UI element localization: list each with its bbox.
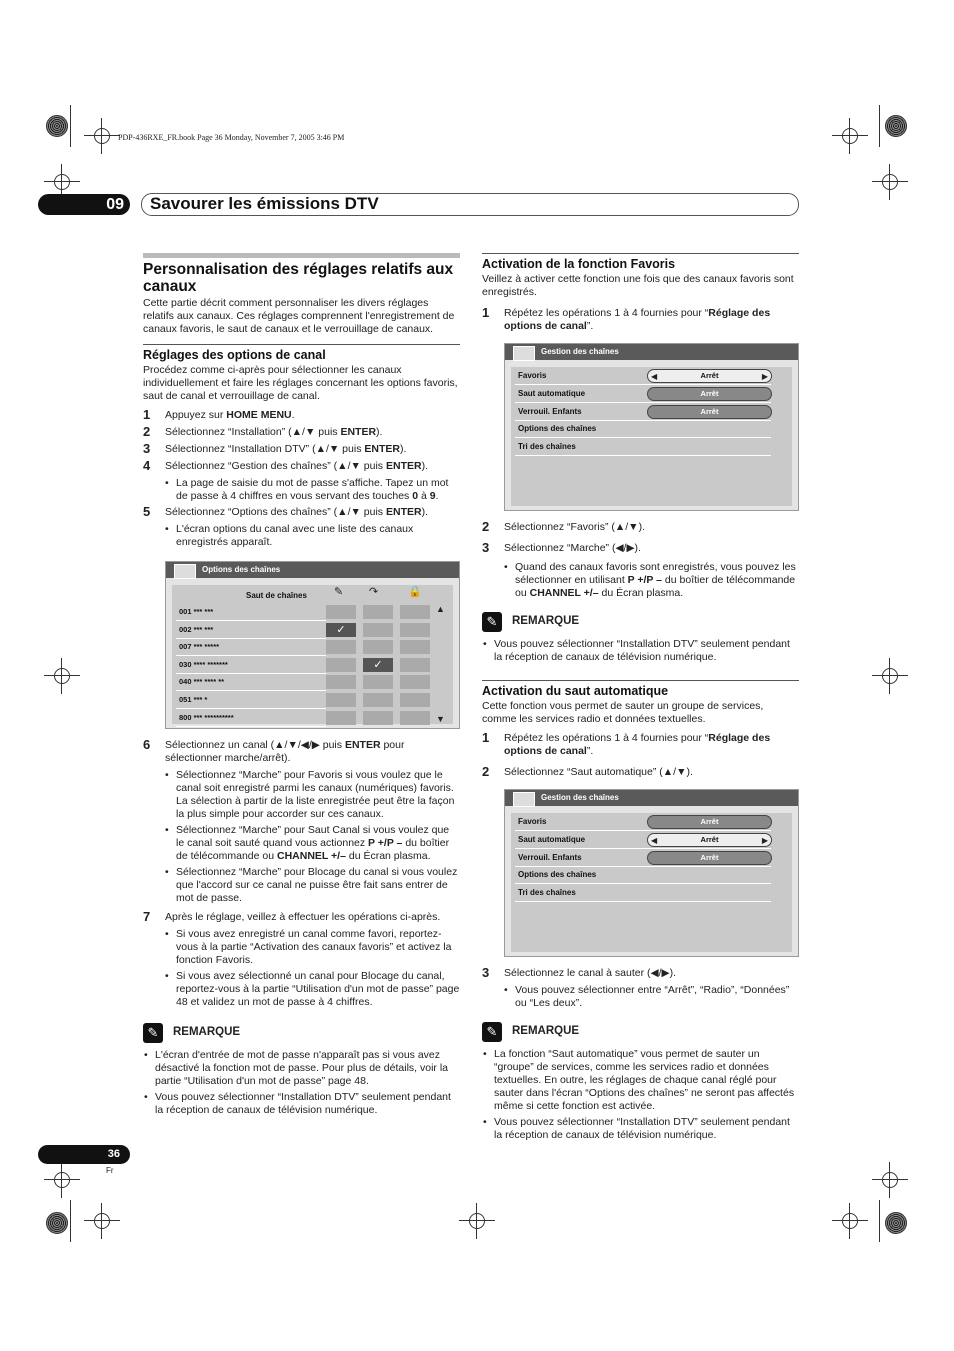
- channel-row[interactable]: 800 *** **********: [176, 709, 326, 727]
- note-label: REMARQUE: [173, 1026, 241, 1038]
- auto-skip-value[interactable]: ◀ Arrêt ▶: [647, 833, 772, 847]
- menu-row-favorites[interactable]: Favoris: [515, 367, 771, 385]
- screen-title: Gestion des chaînes: [541, 347, 619, 356]
- registration-mark: [872, 164, 908, 200]
- pencil-icon: ✎: [143, 1023, 163, 1043]
- menu-row-channel-options[interactable]: Options des chaînes: [515, 866, 771, 884]
- target-disc: [46, 1212, 68, 1234]
- subsection-title: Réglages des options de canal: [143, 344, 460, 362]
- fav-cell[interactable]: [326, 693, 356, 707]
- fav-step-1: 1 Répétez les opérations 1 à 4 fournies pour “Réglage des options de canal”.: [482, 305, 771, 332]
- fav-step-3: 3 Sélectionnez “Marche” (◀/▶).: [482, 540, 641, 555]
- favorite-icon: ✎: [334, 586, 344, 598]
- step-6-bullet: • Sélectionnez “Marche” pour Blocage du canal si vous voulez que l'accord sur ce canal ne puisse être fait sans entrer de mot de passe.: [143, 866, 460, 905]
- menu-row-auto-skip[interactable]: Saut automatique: [515, 385, 771, 403]
- target-disc: [46, 115, 68, 137]
- registration-mark: [832, 1203, 868, 1239]
- note-item: • L'écran d'entrée de mot de passe n'apparaît pas si vous avez désactivé la fonction mot de passe. Pour plus de détails, voir la partie “Utilisation d'un mot de passe” page 48.: [143, 1049, 460, 1088]
- right-arrow-icon[interactable]: ▶: [761, 372, 768, 381]
- chapter-number: 09: [106, 196, 124, 213]
- channel-row[interactable]: 030 **** *******: [176, 656, 326, 674]
- right-arrow-icon[interactable]: ▶: [761, 836, 768, 845]
- note-header: [482, 612, 799, 634]
- target-disc: [885, 115, 907, 137]
- favorites-intro: Veillez à activer cette fonction une fois que des canaux favoris sont enregistrés.: [482, 273, 794, 298]
- channel-row[interactable]: 001 *** ***: [176, 603, 326, 621]
- skip-cell[interactable]: [363, 711, 393, 725]
- step-6-bullet: • Sélectionnez “Marche” pour Favoris si vous voulez que le canal soit enregistré parmi les canaux (numériques) favoris. La sélection à partir de la liste enregistrée peut être la façon la plus simple pour accorder sur ces canaux.: [143, 769, 460, 821]
- lock-cell[interactable]: [400, 658, 430, 672]
- lock-cell[interactable]: [400, 623, 430, 637]
- step-7-bullet: • Si vous avez enregistré un canal comme favori, reportez-vous à la partie “Activation des canaux favoris” et activez la fonction Favoris.: [143, 928, 460, 967]
- screen-title: Options des chaînes: [202, 565, 281, 574]
- crop-mark: [879, 105, 880, 147]
- registration-mark: [84, 118, 120, 154]
- fav-cell[interactable]: [326, 658, 356, 672]
- pencil-icon: ✎: [482, 1022, 502, 1042]
- menu-book-icon: [513, 346, 535, 361]
- step-7-bullet: • Si vous avez sélectionné un canal pour Blocage du canal, reportez-vous à la partie “Utilisation d'un mot de passe” page 48 et validez un mot de passe à 4 chiffres.: [143, 970, 460, 1009]
- menu-row-channel-options[interactable]: Options des chaînes: [515, 420, 771, 438]
- step-4: 4 Sélectionnez “Gestion des chaînes” (▲/▼ puis ENTER).: [143, 458, 428, 473]
- chapter-title-bar: [141, 193, 799, 216]
- fav-cell[interactable]: [326, 605, 356, 619]
- auto-skip-intro: Cette fonction vous permet de sauter un groupe de services, comme les services radio et données textuelles.: [482, 700, 764, 725]
- screen-title-bar: [166, 562, 459, 578]
- registration-mark: [44, 658, 80, 694]
- favorites-value[interactable]: ◀ Arrêt ▶: [647, 369, 772, 383]
- lock-cell[interactable]: [400, 640, 430, 654]
- fav-cell[interactable]: [326, 640, 356, 654]
- channel-row[interactable]: 040 *** **** **: [176, 673, 326, 691]
- step-7: 7 Après le réglage, veillez à effectuer les opérations ci-après.: [143, 909, 441, 924]
- skip-cell[interactable]: [363, 675, 393, 689]
- note-item: • Vous pouvez sélectionner “Installation DTV” seulement pendant la réception de canaux de télévision numérique.: [482, 638, 799, 664]
- note-label: REMARQUE: [512, 615, 580, 627]
- favorites-value[interactable]: Arrêt: [647, 815, 772, 829]
- auto-skip-value[interactable]: Arrêt: [647, 387, 772, 401]
- step-5: 5 Sélectionnez “Options des chaînes” (▲/▼ puis ENTER).: [143, 504, 428, 519]
- channel-row[interactable]: 007 *** *****: [176, 638, 326, 656]
- lock-cell[interactable]: [400, 693, 430, 707]
- menu-row-auto-skip[interactable]: Saut automatique: [515, 831, 771, 849]
- skip-cell[interactable]: [363, 693, 393, 707]
- skip-cell[interactable]: [363, 640, 393, 654]
- channel-management-screen-2: [504, 789, 799, 957]
- note-label: REMARQUE: [512, 1025, 580, 1037]
- lock-icon: 🔒: [408, 586, 422, 598]
- note-item: • La fonction “Saut automatique” vous permet de sauter un “groupe” de services, comme les services radio et données textuelles. En outre, les réglages de chaque canal réglé pour sauter dans l'écran “Options des chaînes” ne seront pas affectés même si cette fonction est activée.: [482, 1048, 799, 1113]
- screen-body: [172, 585, 453, 724]
- registration-mark: [832, 118, 868, 154]
- target-disc: [885, 1212, 907, 1234]
- page-number: 36: [107, 1148, 120, 1160]
- section-title: Personnalisation des réglages relatifs aux canaux: [143, 253, 460, 295]
- file-header: PDP-436RXE_FR.book Page 36 Monday, November 7, 2005 3:46 PM: [118, 133, 345, 142]
- skip-cell[interactable]: [363, 623, 393, 637]
- subsection-intro: Procédez comme ci-après pour sélectionner les canaux individuellement et faire les réglages concernant les options favoris, saut de canal et verrouillage de canal.: [143, 364, 458, 402]
- chapter-title: Savourer les émissions DTV: [150, 194, 379, 213]
- screen-title-bar: [505, 790, 798, 806]
- registration-mark: [872, 658, 908, 694]
- menu-book-icon: [174, 564, 196, 579]
- screen-body: [511, 367, 792, 506]
- registration-mark: [44, 1162, 80, 1198]
- menu-row-parental-lock[interactable]: Verrouil. Enfants: [515, 849, 771, 867]
- step-3: 3 Sélectionnez “Installation DTV” (▲/▼ puis ENTER).: [143, 441, 407, 456]
- crop-mark: [70, 1200, 71, 1242]
- skip-step-2: 2 Sélectionnez “Saut automatique” (▲/▼).: [482, 764, 693, 779]
- parental-lock-value[interactable]: Arrêt: [647, 405, 772, 419]
- left-arrow-icon[interactable]: ◀: [651, 836, 658, 845]
- page-number-badge: [38, 1145, 130, 1164]
- scroll-down-icon: ▼: [436, 714, 445, 724]
- skip-icon: ↷: [369, 586, 379, 598]
- lock-cell[interactable]: [400, 605, 430, 619]
- lock-cell[interactable]: [400, 675, 430, 689]
- menu-row-channel-sort[interactable]: Tri des chaînes: [515, 438, 771, 456]
- fav-step-2: 2 Sélectionnez “Favoris” (▲/▼).: [482, 519, 645, 534]
- note-header: [143, 1023, 460, 1045]
- step-5-bullet: • L'écran options du canal avec une liste des canaux enregistrés apparaît.: [143, 523, 460, 549]
- menu-row-parental-lock[interactable]: Verrouil. Enfants: [515, 403, 771, 421]
- menu-book-icon: [513, 792, 535, 807]
- lock-cell[interactable]: [400, 711, 430, 725]
- skip-cell[interactable]: [363, 605, 393, 619]
- left-arrow-icon[interactable]: ◀: [651, 372, 658, 381]
- channel-options-screen: [165, 561, 460, 729]
- fav-cell[interactable]: [326, 675, 356, 689]
- menu-row-favorites[interactable]: Favoris: [515, 813, 771, 831]
- step-6: 6 Sélectionnez un canal (▲/▼/◀/▶ puis ENTER pour sélectionner marche/arrêt).: [143, 737, 405, 764]
- skip-step-1: 1 Répétez les opérations 1 à 4 fournies pour “Réglage des options de canal”.: [482, 730, 771, 757]
- step-1: 1 Appuyez sur HOME MENU.: [143, 407, 295, 422]
- pencil-icon: ✎: [482, 612, 502, 632]
- language-code: Fr: [106, 1166, 114, 1175]
- channel-row[interactable]: 051 *** *: [176, 691, 326, 709]
- channel-row[interactable]: 002 *** ***: [176, 621, 326, 639]
- fav-check[interactable]: ✓: [326, 623, 356, 637]
- skip-step-3: 3 Sélectionnez le canal à sauter (◀/▶).: [482, 965, 676, 980]
- fav-cell[interactable]: [326, 711, 356, 725]
- auto-skip-title: Activation du saut automatique: [482, 680, 799, 698]
- favorites-title: Activation de la fonction Favoris: [482, 253, 799, 271]
- registration-mark: [872, 1162, 908, 1198]
- note-item: • Vous pouvez sélectionner “Installation DTV” seulement pendant la réception de canaux de télévision numérique.: [482, 1116, 799, 1142]
- skip-bullet: • Vous pouvez sélectionner entre “Arrêt”, “Radio”, “Données” ou “Les deux”.: [482, 984, 799, 1010]
- chapter-number-badge: [38, 194, 130, 215]
- step-2: 2 Sélectionnez “Installation” (▲/▼ puis ENTER).: [143, 424, 383, 439]
- registration-mark: [459, 1203, 495, 1239]
- crop-mark: [879, 1200, 880, 1242]
- note-header: [482, 1022, 799, 1044]
- menu-row-channel-sort[interactable]: Tri des chaînes: [515, 884, 771, 902]
- section-intro: Cette partie décrit comment personnaliser les divers réglages relatifs aux canaux. Ces réglages comprennent l'enregistrement de canaux favoris, le saut de canaux et le verrouillage de canaux.: [143, 297, 455, 335]
- crop-mark: [70, 105, 71, 147]
- channel-management-screen: [504, 343, 799, 511]
- note-item: • Vous pouvez sélectionner “Installation DTV” seulement pendant la réception de canaux de télévision numérique.: [143, 1091, 460, 1117]
- screen-title-bar: [505, 344, 798, 360]
- right-column: [482, 253, 799, 1145]
- registration-mark: [84, 1203, 120, 1239]
- screen-title: Gestion des chaînes: [541, 793, 619, 802]
- step-6-bullet: • Sélectionnez “Marche” pour Saut Canal si vous voulez que le canal soit sauté quand vous actionnez P +/P – du boîtier de télécommande ou CHANNEL +/– du Écran plasma.: [143, 824, 460, 863]
- scroll-up-icon: ▲: [436, 604, 445, 614]
- column-header-skip: Saut de chaînes: [246, 591, 307, 600]
- screen-body: [511, 813, 792, 952]
- left-column: [143, 253, 460, 1120]
- step-4-bullet: • La page de saisie du mot de passe s'affiche. Tapez un mot de passe à 4 chiffres en vous servant des touches 0 à 9.: [143, 477, 460, 503]
- fav-bullet: • Quand des canaux favoris sont enregistrés, vous pouvez les sélectionner en utilisant P +/P – du boîtier de télécommande ou CHANNEL +/– du Écran plasma.: [482, 561, 799, 600]
- skip-check[interactable]: ✓: [363, 658, 393, 672]
- parental-lock-value[interactable]: Arrêt: [647, 851, 772, 865]
